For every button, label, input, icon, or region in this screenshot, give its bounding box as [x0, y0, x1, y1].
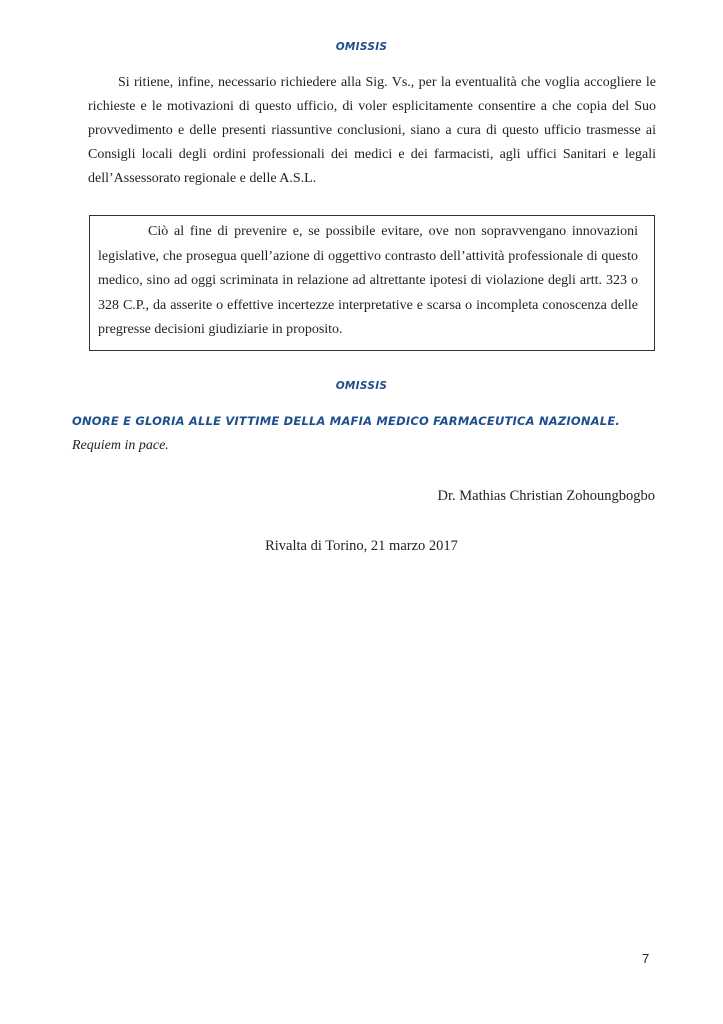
page-number: 7: [642, 951, 650, 966]
place-date: Rivalta di Torino, 21 marzo 2017: [265, 538, 458, 554]
omissis-heading-top: OMISSIS: [335, 41, 388, 53]
signature: Dr. Mathias Christian Zohoungbogbo: [437, 488, 655, 504]
omissis-heading-mid: OMISSIS: [335, 380, 388, 392]
body-paragraph-request: Si ritiene, infine, necessario richiedere alla Sig. Vs., per la eventualità che voglia accogliere le richieste e le motivazioni di questo ufficio, di voler esplicitamente consentire a che copia del Suo provvedimento e delle presenti riassuntive conclusioni, siano a cura di questo ufficio trasmesse ai Consigli locali degli ordini professionali dei medici e dei farmacisti, agli uffici Sanitari e legali dell’Assessorato regionale e delle A.S.L.: [88, 75, 656, 186]
tribute-line: ONORE E GLORIA ALLE VITTIME DELLA MAFIA MEDICO FARMACEUTICA NAZIONALE.: [72, 414, 620, 428]
requiem-line: Requiem in pace.: [72, 438, 169, 453]
boxed-paragraph: Ciò al fine di prevenire e, se possibile evitare, ove non sopravvengano innovazioni legislative, che prosegua quell’azione di oggettivo contrasto dell’attività professionale di questo medico, sino ad oggi scriminata in relazione ad altrettante ipotesi di violazione degli artt. 323 o 328 C.P., da asserite o effettive incertezze interpretative e scarsa o incompleta conoscenza delle pregresse decisioni giudiziarie in proposito.: [98, 224, 638, 337]
boxed-note: [89, 215, 655, 351]
